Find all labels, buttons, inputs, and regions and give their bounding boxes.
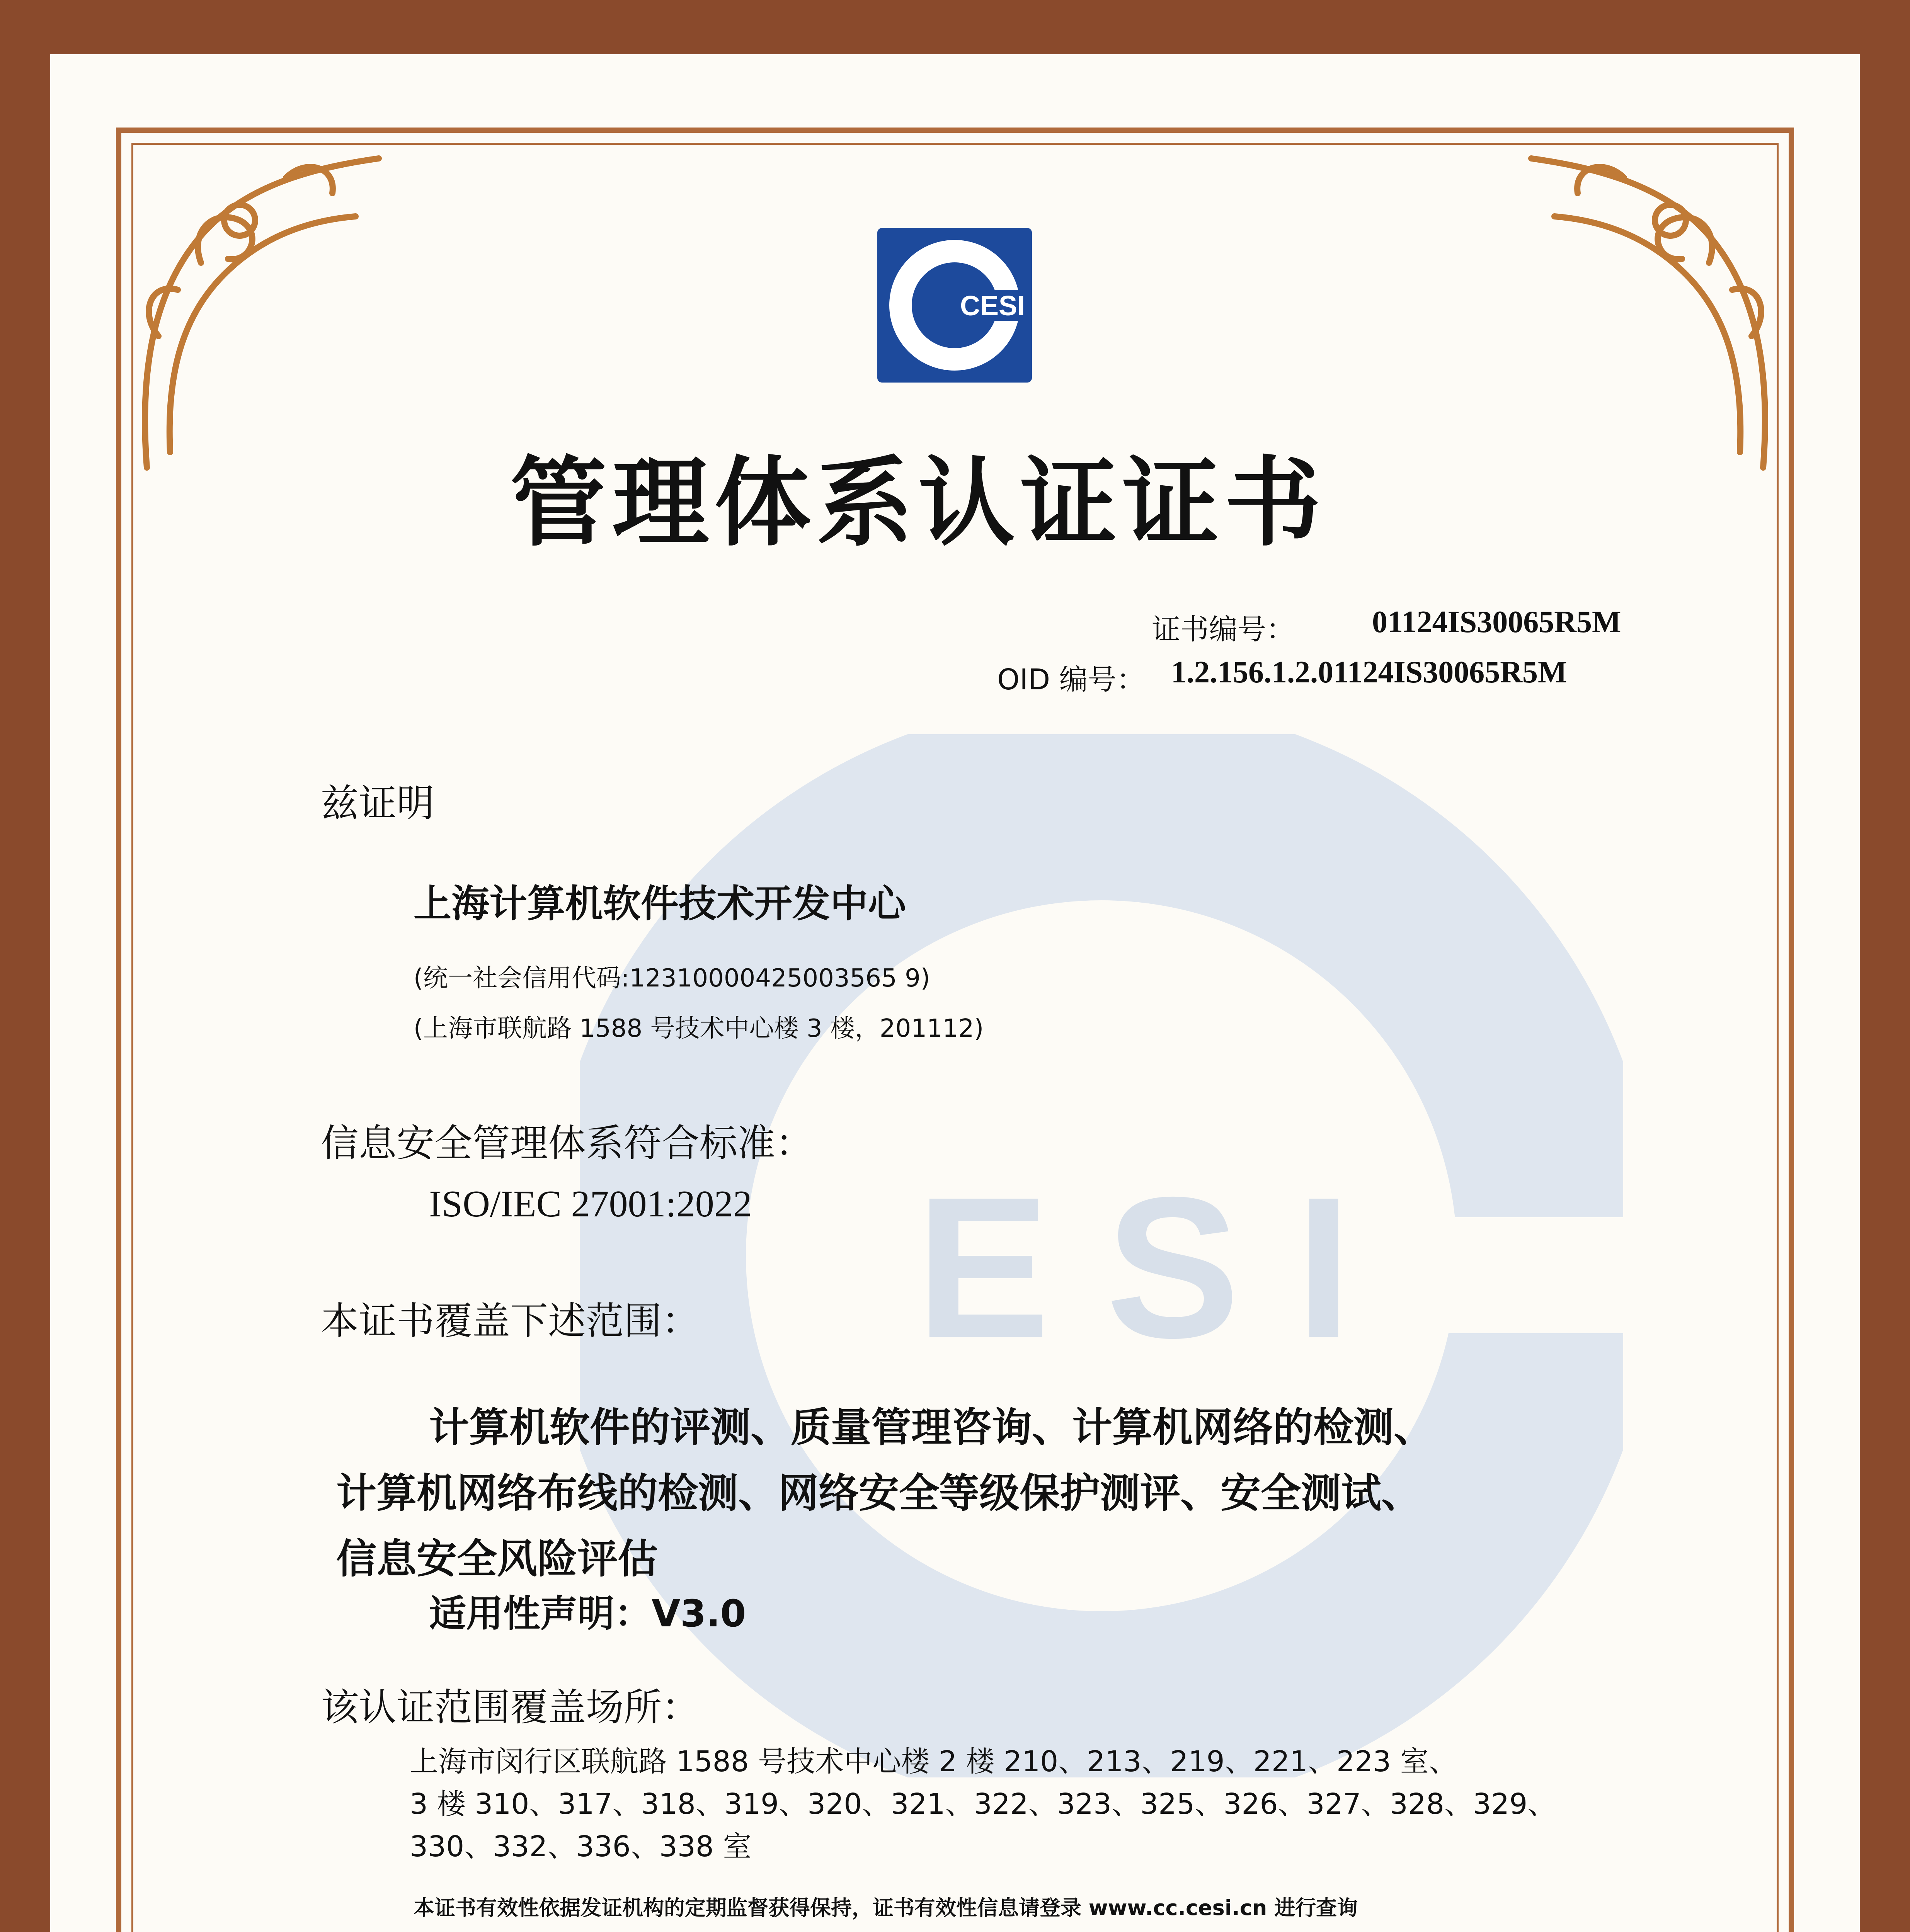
- corner-ornament-top-left: [124, 135, 394, 483]
- oid-label: OID 编号：: [997, 663, 1145, 696]
- site-line: 330、332、336、338 室: [410, 1830, 752, 1863]
- certify-heading: 兹证明: [321, 781, 435, 825]
- scope-heading: 本证书覆盖下述范围：: [321, 1299, 700, 1343]
- applicability-statement: 适用性声明：V3.0: [429, 1592, 746, 1635]
- site-line: 3 楼 310、317、318、319、320、321、322、323、325、326、327、328、329、: [410, 1787, 1556, 1821]
- svg-text:E S I: E S I: [916, 1155, 1352, 1380]
- cnca-note: [529, 1928, 1310, 1932]
- company-name: 上海计算机软件技术开发中心: [414, 882, 906, 926]
- svg-text:CESI: CESI: [960, 291, 1025, 321]
- scope-line: 信息安全风险评估: [336, 1535, 658, 1582]
- certificate-title: 管理体系认证证书: [510, 447, 1326, 559]
- company-address: (上海市联航路 1588 号技术中心楼 3 楼，201112): [414, 1014, 984, 1043]
- standard-name: ISO/IEC 27001:2022: [429, 1183, 752, 1225]
- scope-line: 计算机软件的评测、质量管理咨询、计算机网络的检测、: [429, 1404, 1434, 1451]
- oid-number: 1.2.156.1.2.01124IS30065R5M: [1171, 655, 1567, 689]
- site-line: 上海市闵行区联航路 1588 号技术中心楼 2 楼 210、213、219、221、223 室、: [410, 1745, 1457, 1778]
- standard-heading: 信息安全管理体系符合标准：: [321, 1121, 814, 1165]
- credit-code: (统一社会信用代码:12310000425003565 9): [414, 964, 930, 993]
- scope-line: 计算机网络布线的检测、网络安全等级保护测评、安全测试、: [336, 1469, 1422, 1517]
- certificate-number: 01124IS30065R5M: [1372, 605, 1621, 639]
- sites-heading: 该认证范围覆盖场所：: [321, 1685, 700, 1730]
- corner-ornament-top-right: [1516, 135, 1786, 483]
- validity-note: 本证书有效性依据发证机构的定期监督获得保持，证书有效性信息请登录 www.cc.cesi.cn 进行查询: [414, 1896, 1358, 1920]
- cesi-logo: [877, 228, 1032, 383]
- certificate-number-label: 证书编号：: [1152, 613, 1295, 646]
